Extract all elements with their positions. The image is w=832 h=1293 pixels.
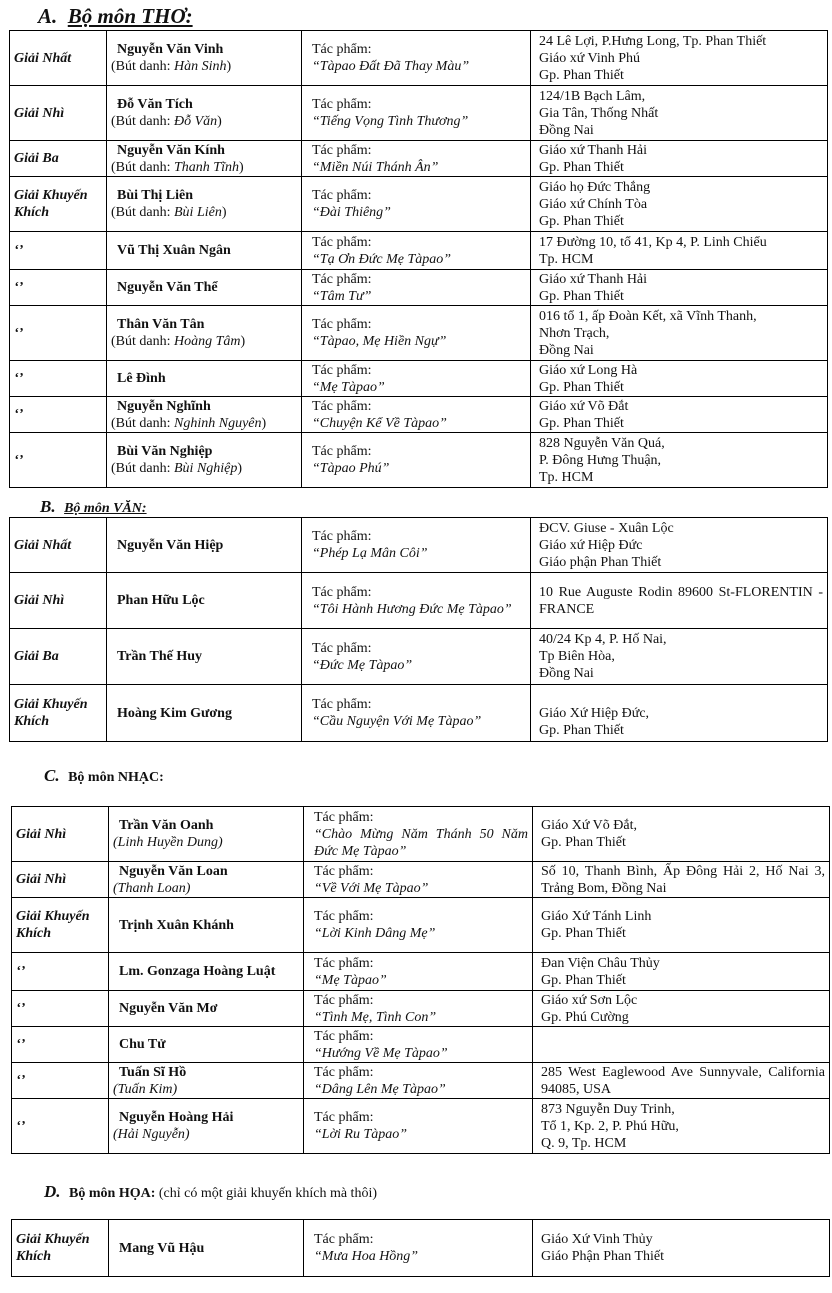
award-cell: Giải Nhì — [10, 573, 107, 629]
person-name: Tuấn Sĩ Hồ — [119, 1064, 187, 1080]
work-title: “Mẹ Tàpao” — [314, 972, 387, 988]
table-row — [10, 141, 828, 177]
name-cell — [107, 518, 302, 573]
address-line: Giáo xứ Chính Tòa — [539, 196, 648, 212]
work-cell — [304, 862, 533, 898]
address-line: P. Đông Hưng Thuận, — [539, 452, 662, 468]
award-cell: ‘’ — [10, 397, 107, 433]
person-name: Nguyễn Văn Thể — [117, 280, 218, 295]
name-cell — [107, 141, 302, 177]
address-line: Đồng Nai — [539, 342, 594, 358]
work-cell — [302, 31, 531, 86]
address-line: Gp. Phan Thiết — [539, 415, 624, 431]
work-title: “Tôi Hành Hương Đức Mẹ Tàpao” — [312, 601, 512, 617]
work-label: Tác phẩm: — [312, 271, 372, 287]
pen-name: (Bút danh: Hoàng Tâm) — [111, 334, 246, 349]
work-cell — [302, 361, 531, 397]
award-cell: ‘’ — [12, 991, 109, 1027]
work-label: Tác phẩm: — [314, 955, 374, 971]
address-cell — [533, 807, 830, 862]
address-line: Giáo xứ Long Hà — [539, 362, 638, 378]
name-cell — [107, 629, 302, 685]
work-cell — [304, 1027, 533, 1063]
work-label: Tác phẩm: — [312, 444, 372, 459]
award-cell: Giải Khuyến Khích — [12, 898, 109, 953]
name-cell — [109, 953, 304, 991]
work-label: Tác phẩm: — [312, 42, 372, 57]
pen-name: (Bút danh: Nghinh Nguyên) — [111, 415, 267, 431]
table-row — [12, 1063, 830, 1099]
alias-name: (Hải Nguyễn) — [113, 1127, 190, 1142]
address-line: 016 tổ 1, ấp Đoàn Kết, xã Vĩnh Thanh, — [539, 308, 757, 324]
pen-name-value: Bùi Liên — [174, 205, 222, 220]
pen-prefix: (Bút danh: — [111, 205, 174, 220]
address-cell — [531, 361, 828, 397]
pen-name: (Bút danh: Hàn Sinh) — [111, 59, 232, 74]
address-line: Gp. Phan Thiết — [539, 67, 624, 83]
address-cell — [533, 898, 830, 953]
address-line: Tổ 1, Kp. 2, P. Phú Hữu, — [541, 1118, 679, 1134]
work-label: Tác phẩm: — [312, 317, 372, 332]
address-line: Gp. Phan Thiết — [539, 213, 624, 229]
award-cell: Giải Nhì — [12, 862, 109, 898]
work-title: “Chào Mừng Năm Thánh 50 Năm Đức Mẹ Tàpao” — [314, 826, 528, 859]
award-cell: Giải Nhất — [10, 31, 107, 86]
table-row — [10, 177, 828, 232]
pen-name-value: Thanh Tĩnh — [174, 159, 239, 175]
address-cell — [533, 1099, 830, 1154]
pen-name-value: Hàn Sinh — [174, 59, 227, 74]
work-label: Tác phẩm: — [314, 1232, 374, 1247]
award-cell: ‘’ — [10, 232, 107, 270]
name-cell — [109, 991, 304, 1027]
award-cell: ‘’ — [10, 306, 107, 361]
alias-name: (Linh Huyền Dung) — [113, 835, 223, 850]
work-cell — [302, 177, 531, 232]
address-cell — [531, 306, 828, 361]
section-note: (chỉ có một giải khuyến khích mà thôi) — [155, 1186, 377, 1201]
table-row — [12, 807, 830, 862]
work-label: Tác phẩm: — [314, 863, 374, 879]
person-name: Trịnh Xuân Khánh — [119, 917, 234, 933]
address-cell — [531, 573, 828, 629]
work-title: “Về Với Mẹ Tàpao” — [314, 880, 429, 896]
person-name: Nguyễn Văn Vinh — [117, 42, 224, 57]
address-line: Giáo Xứ Hiệp Đức, — [539, 705, 650, 721]
award-cell: ‘’ — [12, 1027, 109, 1063]
work-label: Tác phẩm: — [312, 234, 372, 250]
section-c-title — [44, 766, 164, 786]
address-line: Giáo Xứ Vinh Thủy — [541, 1232, 653, 1247]
work-title: “Tàpao, Mẹ Hiền Ngự” — [312, 334, 447, 349]
work-label: Tác phẩm: — [312, 97, 372, 112]
work-cell — [302, 518, 531, 573]
work-label: Tác phẩm: — [314, 992, 374, 1008]
work-cell — [302, 685, 531, 742]
work-cell — [302, 141, 531, 177]
person-name: Thân Văn Tân — [117, 317, 205, 332]
work-label: Tác phẩm: — [312, 640, 372, 656]
address-line: Đồng Nai — [539, 122, 594, 138]
work-cell — [304, 991, 533, 1027]
address-line: Giáo xứ Thanh Hải — [539, 142, 648, 158]
address-line: Tp. HCM — [539, 251, 594, 267]
award-cell: ‘’ — [10, 361, 107, 397]
person-name: Mang Vũ Hậu — [119, 1240, 205, 1256]
work-cell — [304, 1220, 533, 1277]
art-awards-table — [11, 1219, 830, 1277]
work-title: “Tàpao Phú” — [312, 461, 390, 476]
name-cell — [107, 361, 302, 397]
section-letter: A. — [38, 4, 58, 28]
work-title: “Chuyện Kể Về Tàpao” — [312, 415, 447, 431]
table-row — [10, 361, 828, 397]
name-cell — [109, 1063, 304, 1099]
work-cell — [302, 86, 531, 141]
table-row — [12, 1220, 830, 1277]
address-line: Q. 9, Tp. HCM — [541, 1135, 627, 1151]
person-name: Nguyễn Văn Loan — [119, 863, 228, 879]
work-cell — [302, 433, 531, 488]
person-name: Trần Thế Huy — [117, 649, 203, 664]
pen-name: (Bút danh: Bùi Nghiệp) — [111, 461, 243, 476]
address-line: Nhơn Trạch, — [539, 325, 610, 341]
work-title: “Lời Ru Tàpao” — [314, 1127, 408, 1142]
address-line: 285 West Eaglewood Ave Sunnyvale, California 94085, USA — [541, 1064, 825, 1097]
name-cell — [109, 807, 304, 862]
name-cell — [107, 232, 302, 270]
address-cell — [531, 31, 828, 86]
address-line: 40/24 Kp 4, P. Hố Nai, — [539, 632, 667, 647]
pen-prefix: (Bút danh: — [111, 159, 174, 175]
work-cell — [302, 270, 531, 306]
work-cell — [302, 232, 531, 270]
work-title: “Hướng Về Mẹ Tàpao” — [314, 1045, 448, 1061]
table-row — [12, 1027, 830, 1063]
work-title: “Tàpao Đất Đã Thay Màu” — [312, 59, 470, 74]
work-cell — [304, 1099, 533, 1154]
award-cell: ‘’ — [10, 270, 107, 306]
address-cell — [531, 397, 828, 433]
section-letter: C. — [44, 766, 60, 785]
pen-name-value: Đỗ Văn — [174, 114, 218, 129]
person-name: Lm. Gonzaga Hoàng Luật — [119, 964, 276, 979]
address-line: Gp. Phan Thiết — [539, 722, 624, 738]
table-row — [10, 573, 828, 629]
address-line: Tp Biên Hòa, — [539, 649, 615, 664]
table-row — [12, 953, 830, 991]
address-cell — [531, 232, 828, 270]
address-line: Số 10, Thanh Bình, Ấp Đông Hải 2, Hố Nai 3, Trảng Bom, Đồng Nai — [541, 863, 825, 896]
name-cell — [109, 1099, 304, 1154]
person-name: Bùi Văn Nghiệp — [117, 444, 213, 459]
person-name: Nguyễn Văn Hiệp — [117, 537, 224, 553]
address-line: Giáo xứ Hiệp Đức — [539, 537, 643, 553]
pen-name: (Bút danh: Đỗ Văn) — [111, 114, 222, 129]
person-name: Nguyễn Văn Mơ — [119, 1001, 218, 1016]
address-line — [535, 688, 823, 705]
section-name: Bộ môn HỌA: — [69, 1186, 156, 1201]
table-row — [12, 898, 830, 953]
address-cell — [533, 1063, 830, 1099]
table-row — [10, 685, 828, 742]
award-cell: Giải Khuyến Khích — [12, 1220, 109, 1277]
section-name: Bộ môn THƠ: — [67, 4, 193, 28]
section-b-title — [40, 497, 147, 517]
address-line: Giáo phận Phan Thiết — [539, 554, 662, 570]
address-line: Gp. Phan Thiết — [541, 972, 626, 988]
award-cell: Giải Nhất — [10, 518, 107, 573]
table-row — [10, 270, 828, 306]
address-line: Gp. Phan Thiết — [539, 379, 624, 395]
address-cell — [531, 86, 828, 141]
pen-name-value: Hoàng Tâm — [174, 334, 241, 349]
name-cell — [107, 31, 302, 86]
address-cell — [531, 629, 828, 685]
work-title: “Mưa Hoa Hồng” — [314, 1249, 419, 1264]
address-cell — [531, 177, 828, 232]
address-line: Tp. HCM — [539, 469, 594, 485]
table-row — [10, 518, 828, 573]
address-line: 124/1B Bạch Lâm, — [539, 88, 646, 104]
section-letter: D. — [44, 1182, 61, 1201]
section-letter: B. — [40, 497, 56, 516]
address-cell — [533, 991, 830, 1027]
name-cell — [109, 862, 304, 898]
work-title: “Đức Mẹ Tàpao” — [312, 657, 413, 673]
prose-awards-table — [9, 517, 828, 742]
pen-prefix: (Bút danh: — [111, 461, 174, 476]
address-line: Gp. Phan Thiết — [539, 288, 624, 304]
pen-name-value: Bùi Nghiệp — [174, 461, 238, 476]
person-name: Hoàng Kim Gương — [117, 705, 232, 721]
alias-name: (Tuấn Kim) — [113, 1081, 178, 1097]
pen-name: (Bút danh: Thanh Tĩnh) — [111, 159, 244, 175]
address-line: 828 Nguyễn Văn Quá, — [539, 435, 665, 451]
address-cell — [531, 433, 828, 488]
address-line: Gp. Phan Thiết — [541, 926, 626, 941]
work-label: Tác phẩm: — [312, 362, 372, 378]
award-cell: ‘’ — [12, 1099, 109, 1154]
address-line: 17 Đường 10, tổ 41, Kp 4, P. Linh Chiểu — [539, 234, 767, 250]
pen-prefix: (Bút danh: — [111, 415, 174, 431]
person-name: Nguyễn Nghĩnh — [117, 398, 211, 414]
award-cell: Giải Nhì — [12, 807, 109, 862]
address-line: Gp. Phú Cường — [541, 1009, 629, 1025]
work-title: “Tiếng Vọng Tình Thương” — [312, 114, 469, 129]
person-name: Nguyễn Hoàng Hải — [119, 1110, 234, 1125]
person-name: Lê Đình — [117, 371, 166, 386]
person-name: Phan Hữu Lộc — [117, 593, 205, 608]
work-label: Tác phẩm: — [312, 529, 372, 544]
person-name: Nguyễn Văn Kính — [117, 142, 225, 158]
table-row — [10, 397, 828, 433]
section-d-title — [44, 1182, 377, 1202]
award-cell: ‘’ — [12, 1063, 109, 1099]
name-cell — [107, 306, 302, 361]
address-cell — [533, 953, 830, 991]
table-row — [10, 433, 828, 488]
award-cell: Giải Khuyến Khích — [10, 685, 107, 742]
address-cell — [533, 862, 830, 898]
person-name: Vũ Thị Xuân Ngân — [117, 243, 231, 258]
address-line: 10 Rue Auguste Rodin 89600 St-FLORENTIN - FRANCE — [539, 584, 823, 617]
address-line: Gp. Phan Thiết — [541, 835, 626, 850]
name-cell — [107, 685, 302, 742]
person-name: Bùi Thị Liên — [117, 188, 194, 203]
work-cell — [304, 1063, 533, 1099]
work-label: Tác phẩm: — [314, 1110, 374, 1125]
address-line: Đan Viện Châu Thủy — [541, 955, 660, 971]
address-line: 873 Nguyễn Duy Trinh, — [541, 1101, 675, 1117]
alias-name: (Thanh Loan) — [113, 880, 191, 896]
poetry-awards-table — [9, 30, 828, 488]
address-line: Giáo xứ Vinh Phú — [539, 50, 640, 66]
address-cell — [531, 685, 828, 742]
work-cell — [302, 573, 531, 629]
address-line: Giáo Phận Phan Thiết — [541, 1249, 665, 1264]
address-line: Giáo họ Đức Thắng — [539, 179, 651, 195]
work-title: “Dâng Lên Mẹ Tàpao” — [314, 1081, 446, 1097]
name-cell — [107, 86, 302, 141]
address-cell — [531, 518, 828, 573]
address-cell — [531, 141, 828, 177]
music-awards-table — [11, 806, 830, 1154]
work-label: Tác phẩm: — [312, 398, 372, 414]
pen-prefix: (Bút danh: — [111, 59, 174, 74]
name-cell — [107, 573, 302, 629]
address-line: Gp. Phan Thiết — [539, 159, 624, 175]
name-cell — [107, 177, 302, 232]
name-cell — [109, 1027, 304, 1063]
work-title: “Miền Núi Thánh Ân” — [312, 159, 439, 175]
address-line: Giáo xứ Võ Đắt — [539, 398, 629, 414]
address-line: ĐCV. Giuse - Xuân Lộc — [539, 520, 674, 536]
address-line: Giáo xứ Sơn Lộc — [541, 992, 638, 1008]
work-title: “Phép Lạ Mân Côi” — [312, 546, 428, 561]
table-row — [10, 86, 828, 141]
work-title: “Tâm Tư” — [312, 288, 372, 304]
work-cell — [304, 953, 533, 991]
work-label: Tác phẩm: — [314, 1028, 374, 1044]
work-title: “Tình Mẹ, Tình Con” — [314, 1009, 437, 1025]
table-row — [10, 232, 828, 270]
work-cell — [302, 306, 531, 361]
name-cell — [107, 397, 302, 433]
person-name: Đỗ Văn Tích — [117, 97, 193, 112]
table-row — [12, 862, 830, 898]
address-line: Gia Tân, Thống Nhất — [539, 105, 659, 121]
work-title: “Cầu Nguyện Với Mẹ Tàpao” — [312, 714, 482, 729]
address-line: Giáo Xứ Tánh Linh — [541, 909, 652, 924]
address-line: 24 Lê Lợi, P.Hưng Long, Tp. Phan Thiết — [539, 33, 767, 49]
pen-name: (Bút danh: Bùi Liên) — [111, 205, 227, 220]
name-cell — [109, 1220, 304, 1277]
work-label: Tác phẩm: — [312, 584, 372, 600]
award-cell: Giải Nhì — [10, 86, 107, 141]
table-row — [10, 31, 828, 86]
person-name: Trần Văn Oanh — [119, 818, 214, 833]
section-name: Bộ môn NHẠC: — [68, 770, 164, 785]
pen-prefix: (Bút danh: — [111, 334, 174, 349]
award-cell: ‘’ — [12, 953, 109, 991]
work-title: “Tạ Ơn Đức Mẹ Tàpao” — [312, 251, 452, 267]
award-cell: Giải Ba — [10, 629, 107, 685]
address-line: Đồng Nai — [539, 666, 594, 681]
work-label: Tác phẩm: — [314, 809, 374, 825]
work-label: Tác phẩm: — [314, 1064, 374, 1080]
work-cell — [302, 629, 531, 685]
address-cell — [533, 1027, 830, 1063]
address-cell — [533, 1220, 830, 1277]
pen-name-value: Nghinh Nguyên — [174, 415, 262, 431]
work-cell — [304, 807, 533, 862]
award-cell: ‘’ — [10, 433, 107, 488]
address-line: Giáo Xứ Võ Đắt, — [541, 818, 637, 833]
work-cell — [304, 898, 533, 953]
award-cell: Giải Khuyến Khích — [10, 177, 107, 232]
address-cell — [531, 270, 828, 306]
pen-prefix: (Bút danh: — [111, 114, 174, 129]
name-cell — [109, 898, 304, 953]
work-cell — [302, 397, 531, 433]
table-row — [10, 629, 828, 685]
work-label: Tác phẩm: — [312, 697, 372, 712]
work-title: “Mẹ Tàpao” — [312, 379, 385, 395]
work-title: “Đài Thiêng” — [312, 205, 391, 220]
address-line: Giáo xứ Thanh Hải — [539, 271, 648, 287]
person-name: Chu Tử — [119, 1037, 166, 1052]
section-a-title — [38, 4, 193, 29]
work-label: Tác phẩm: — [314, 909, 374, 924]
table-row — [10, 306, 828, 361]
table-row — [12, 1099, 830, 1154]
name-cell — [107, 433, 302, 488]
work-title: “Lời Kinh Dâng Mẹ” — [314, 926, 436, 941]
section-name: Bộ môn VĂN: — [64, 501, 147, 516]
work-label: Tác phẩm: — [312, 142, 372, 158]
work-label: Tác phẩm: — [312, 188, 372, 203]
award-cell: Giải Ba — [10, 141, 107, 177]
table-row — [12, 991, 830, 1027]
name-cell — [107, 270, 302, 306]
